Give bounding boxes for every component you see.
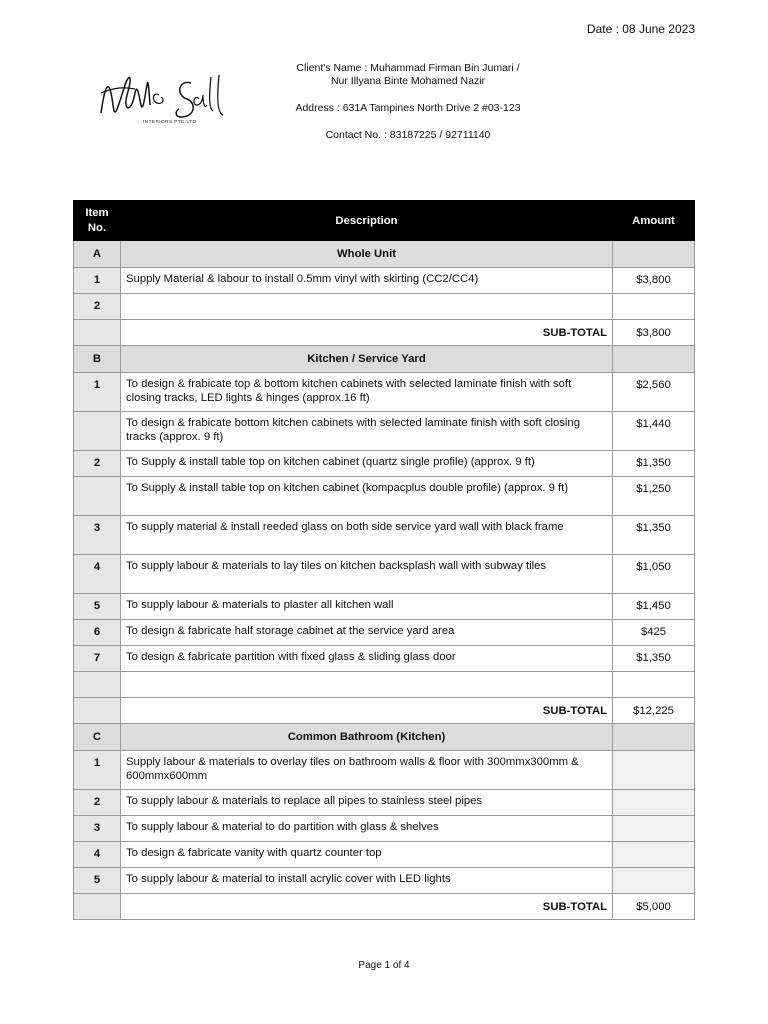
item-description: To design & fabricate vanity with quartz counter top [121,842,613,868]
item-no: 1 [74,373,121,412]
section-amount-cell [613,346,695,373]
table-row [74,412,695,451]
subtotal-amount: $3,800 [613,320,695,346]
item-amount [613,790,695,816]
table-row [74,868,695,894]
item-no [74,412,121,451]
section-header-row [74,346,695,373]
item-no: 3 [74,516,121,555]
subtotal-row [74,320,695,346]
item-no [74,477,121,516]
item-amount [613,816,695,842]
section-title: Whole Unit [121,241,613,268]
item-no: 2 [74,790,121,816]
table-row [74,477,695,516]
item-no: 7 [74,646,121,672]
item-description: Supply Material & labour to install 0.5mm vinyl with skirting (CC2/CC4) [121,268,613,294]
logo-subtext: INTERIORS PTE LTD [143,119,197,124]
table-header-row [74,201,695,241]
item-no: 4 [74,842,121,868]
item-description: To supply labour & materials to plaster all kitchen wall [121,594,613,620]
item-no: 1 [74,751,121,790]
item-amount: $1,350 [613,646,695,672]
subtotal-amount: $5,000 [613,894,695,920]
section-code: C [74,724,121,751]
subtotal-label: SUB-TOTAL [121,698,613,724]
quotation-table [73,200,695,920]
item-description [121,672,613,698]
item-description: To supply labour & materials to lay tiles on kitchen backsplash wall with subway tiles [121,555,613,594]
item-description: To supply labour & materials to replace all pipes to stainless steel pipes [121,790,613,816]
item-description: To design & fabricate partition with fixed glass & sliding glass door [121,646,613,672]
item-amount: $2,560 [613,373,695,412]
item-no [74,698,121,724]
table-row [74,594,695,620]
table-row [74,620,695,646]
item-no: 2 [74,451,121,477]
section-header-row [74,241,695,268]
item-description: To Supply & install table top on kitchen cabinet (quartz single profile) (approx. 9 ft) [121,451,613,477]
item-description: Supply labour & materials to overlay tiles on bathroom walls & floor with 300mmx300mm & 600mmx600mm [121,751,613,790]
section-amount-cell [613,724,695,751]
client-address: Address : 631A Tampines North Drive 2 #03-123 [295,102,521,114]
item-description: To supply material & install reeded glass on both side service yard wall with black frame [121,516,613,555]
subtotal-label: SUB-TOTAL [121,320,613,346]
item-no: 2 [74,294,121,320]
col-description: Description [121,201,613,241]
item-no: 6 [74,620,121,646]
item-description: To Supply & install table top on kitchen cabinet (kompacplus double profile) (approx. 9 ft) [121,477,613,516]
item-amount: $1,350 [613,516,695,555]
quote-date: Date : 08 June 2023 [586,22,695,36]
table-row [74,451,695,477]
col-amount: Amount [613,201,695,241]
item-amount [613,672,695,698]
item-no: 5 [74,868,121,894]
table-row [74,672,695,698]
item-description: To supply labour & material to install acrylic cover with LED lights [121,868,613,894]
table-row [74,646,695,672]
item-no [74,320,121,346]
subtotal-row [74,894,695,920]
section-title: Kitchen / Service Yard [121,346,613,373]
item-amount: $1,350 [613,451,695,477]
table-row [74,555,695,594]
item-description: To design & frabicate bottom kitchen cabinets with selected laminate finish with soft closing tracks (approx. 9 ft) [121,412,613,451]
table-row [74,294,695,320]
item-amount: $1,050 [613,555,695,594]
item-no: 5 [74,594,121,620]
item-no [74,894,121,920]
client-name: Client's Name : Muhammad Firman Bin Jumari / Nur Illyana Binte Mohamed Nazir [296,62,520,87]
section-header-row [74,724,695,751]
item-amount [613,868,695,894]
subtotal-row [74,698,695,724]
client-contact: Contact No. : 83187225 / 92711140 [325,129,491,141]
item-no [74,672,121,698]
item-description: To design & fabricate half storage cabinet at the service yard area [121,620,613,646]
section-amount-cell [613,241,695,268]
item-no: 1 [74,268,121,294]
item-description: To design & frabicate top & bottom kitchen cabinets with selected laminate finish with soft closing tracks, LED lights & hinges (approx.16 ft) [121,373,613,412]
table-row [74,816,695,842]
subtotal-amount: $12,225 [613,698,695,724]
item-amount: $425 [613,620,695,646]
item-amount: $1,250 [613,477,695,516]
item-description: To supply labour & material to do partition with glass & shelves [121,816,613,842]
table-row [74,751,695,790]
table-row [74,842,695,868]
section-code: A [74,241,121,268]
section-code: B [74,346,121,373]
logo-signature-icon [95,65,225,145]
client-info [258,62,558,156]
item-no: 3 [74,816,121,842]
table-row [74,790,695,816]
section-title: Common Bathroom (Kitchen) [121,724,613,751]
table-row [74,516,695,555]
subtotal-label: SUB-TOTAL [121,894,613,920]
col-item-no: Item No. [74,201,121,241]
item-amount [613,751,695,790]
item-description [121,294,613,320]
item-amount [613,294,695,320]
table-row [74,373,695,412]
item-amount: $1,450 [613,594,695,620]
item-amount [613,842,695,868]
item-no: 4 [74,555,121,594]
table-row [74,268,695,294]
item-amount: $1,440 [613,412,695,451]
item-amount: $3,800 [613,268,695,294]
company-logo [73,25,243,180]
page-number: Page 1 of 4 [358,960,410,971]
